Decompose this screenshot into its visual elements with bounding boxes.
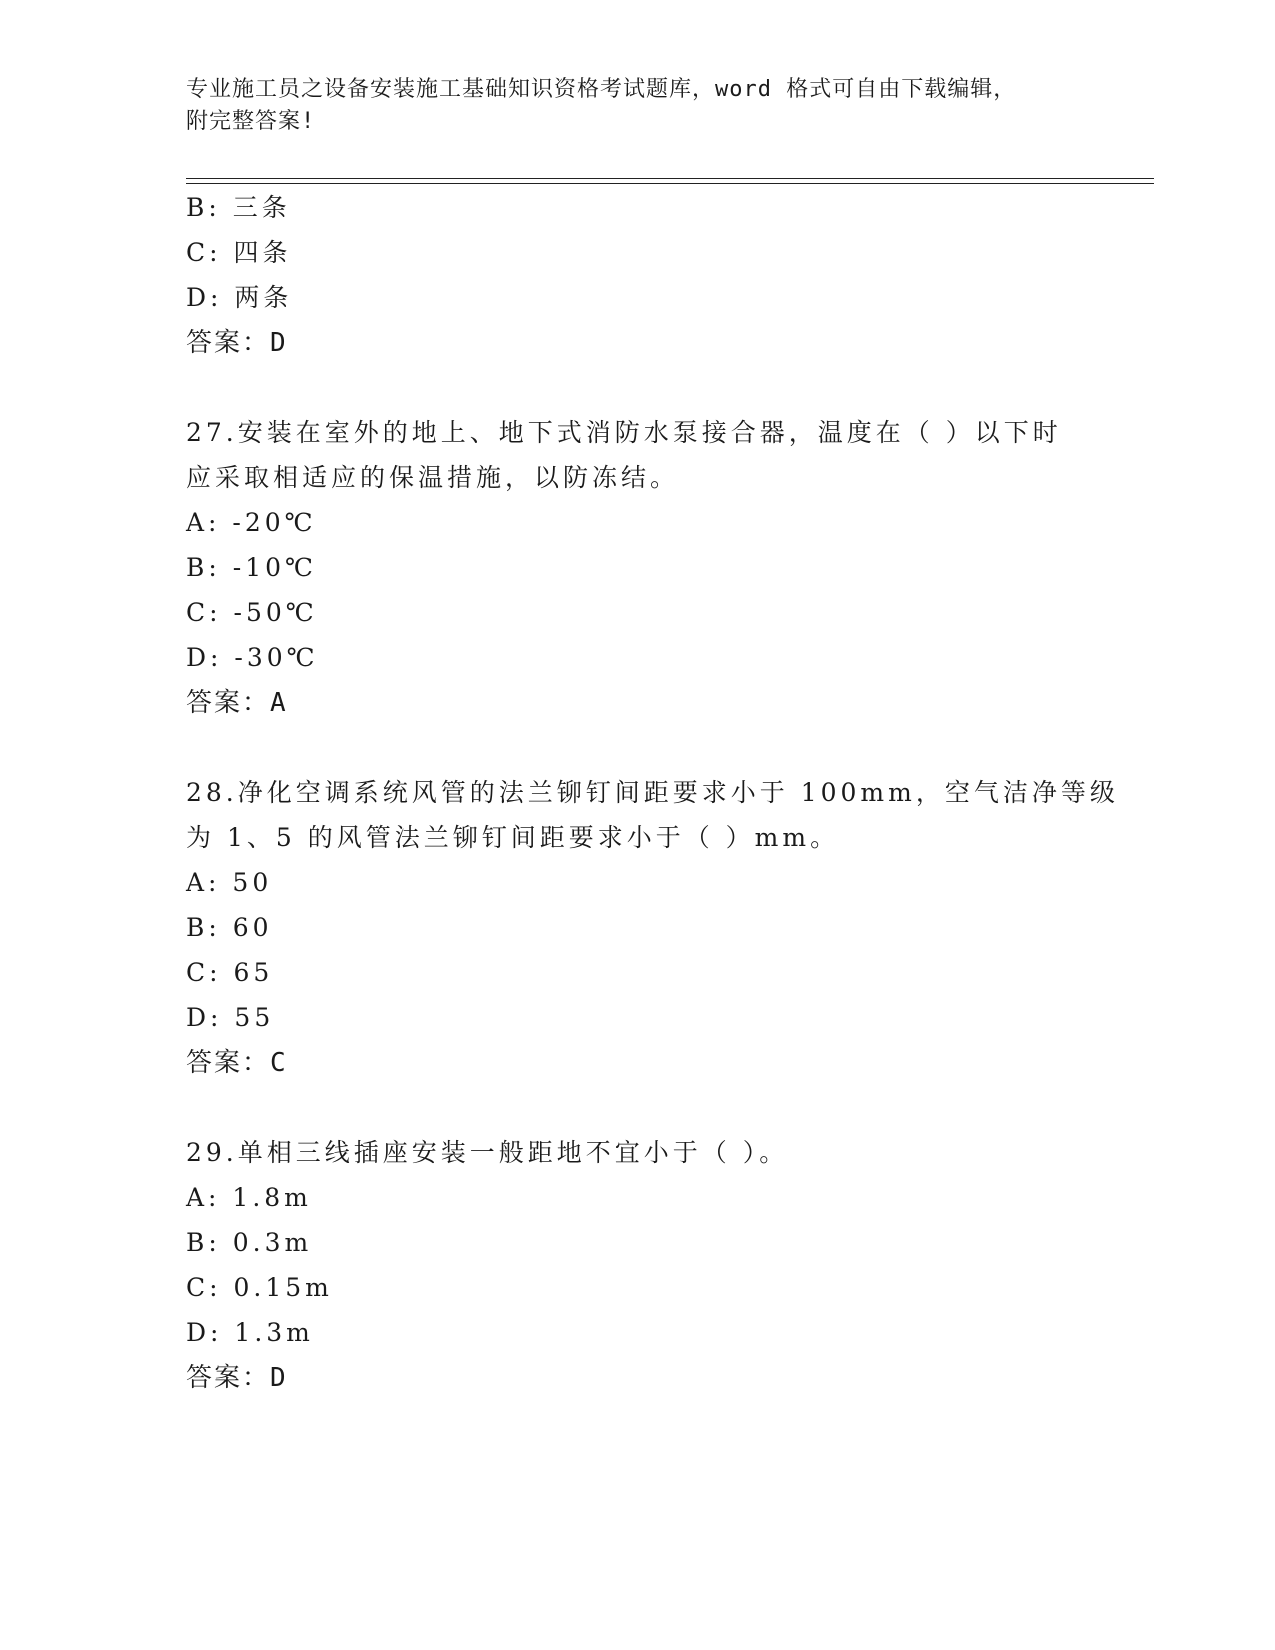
document-header: [186, 74, 1086, 138]
q29-option-a: A: 1.8m: [186, 1183, 312, 1212]
q26-option-b: B: 三条: [186, 193, 291, 222]
q29-option-b: B: 0.3m: [186, 1228, 313, 1257]
q27-option-d: D: -30℃: [186, 643, 319, 672]
q29-answer: 答案：D: [186, 1363, 288, 1393]
q26-answer: 答案：D: [186, 328, 288, 358]
header-rule-bottom: [186, 183, 1154, 184]
q29-option-d: D: 1.3m: [186, 1318, 314, 1347]
header-line-1: 专业施工员之设备安装施工基础知识资格考试题库，word 格式可自由下载编辑，: [186, 77, 1017, 102]
q28-option-d: D: 55: [186, 1003, 275, 1032]
q29-stem-line-1: 29.单相三线插座安装一般距地不宜小于（ ）。: [186, 1138, 789, 1167]
q28-answer: 答案：C: [186, 1048, 288, 1078]
q26-option-d: D: 两条: [186, 283, 293, 312]
q29-option-c: C: 0.15m: [186, 1273, 333, 1302]
q28-stem-line-1: 28.净化空调系统风管的法兰铆钉间距要求小于 100mm，空气洁净等级: [186, 778, 1119, 807]
header-line-2: 附完整答案!: [186, 109, 316, 134]
q27-stem-line-2: 应采取相适应的保温措施，以防冻结。: [186, 463, 680, 492]
q28-option-c: C: 65: [186, 958, 274, 987]
q27-answer: 答案：A: [186, 688, 288, 718]
header-rule-top: [186, 178, 1154, 179]
q27-stem-line-1: 27.安装在室外的地上、地下式消防水泵接合器，温度在（ ）以下时: [186, 418, 1062, 447]
q28-stem-line-2: 为 1、5 的风管法兰铆钉间距要求小于（ ）mm。: [186, 823, 840, 852]
q26-option-c: C: 四条: [186, 238, 292, 267]
q28-option-b: B: 60: [186, 913, 273, 942]
q27-option-b: B: -10℃: [186, 553, 317, 582]
q27-option-a: A: -20℃: [186, 508, 317, 537]
q27-option-c: C: -50℃: [186, 598, 318, 627]
q28-option-a: A: 50: [186, 868, 273, 897]
